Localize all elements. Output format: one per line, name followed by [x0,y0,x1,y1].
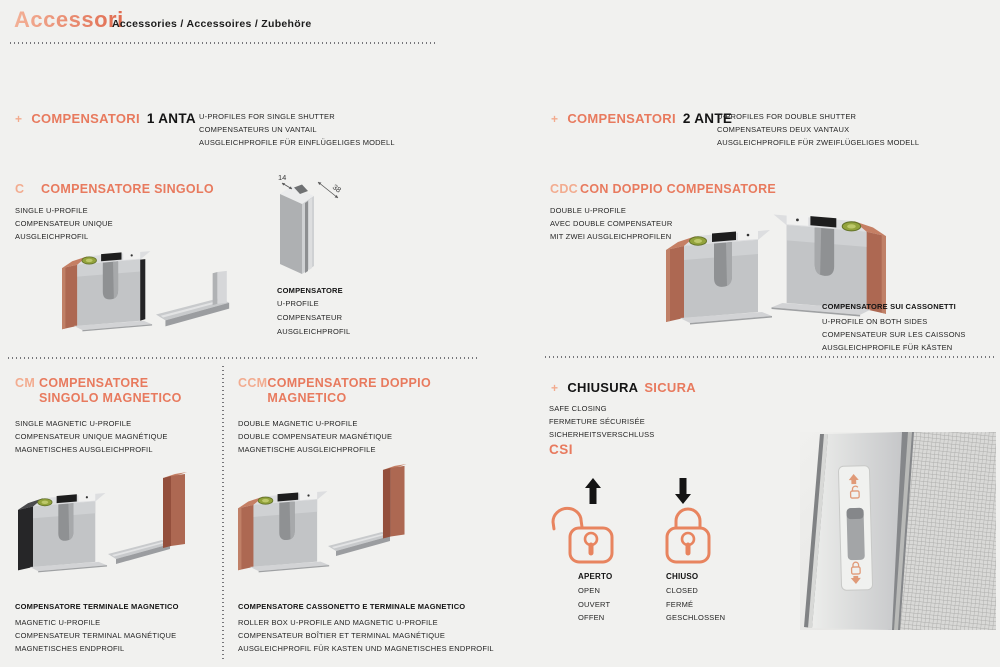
product-code-ccm: CCM [238,376,268,390]
plus-icon: + [15,112,23,126]
product-ccm-caption: COMPENSATORE CASSONETTO E TERMINALE MAGNETICO ROLLER BOX U-PROFILE AND MAGNETIC U-PROFILE COMPENSATEUR BOÎTIER ET TERMINAL MAGNÉTIQUE AUSGLEICHPROFIL FÜR KASTEN UND MAGNETISCHES ENDPROFIL [238,602,494,653]
arrow-down-icon [674,478,692,504]
recessed-handle [838,466,872,591]
chiusura-desc: SAFE CLOSING FERMETURE SÉCURISÉE SICHERHEITSVERSCHLUSS [549,404,655,439]
chiusura-heading: + CHIUSURA SICURA [551,380,696,395]
header-divider [10,42,438,44]
product-code-c: C [15,182,25,196]
aperto-labels: APERTO OPEN OUVERT OFFEN [578,572,613,622]
group-1-anta-translations: U-PROFILES FOR SINGLE SHUTTER COMPENSATEURS UN VANTAIL AUSGLEICHPROFILE FÜR EINFLÜGELIGES MODELL [199,112,395,147]
product-code-cm: CM [15,376,36,390]
render-compensatore-doppio-magnetico [230,458,445,580]
group-heading-1-anta: + COMPENSATORI 1 ANTA [15,111,196,126]
cm-ccm-divider [222,366,224,660]
dim-38: 38 [330,182,343,195]
product-cm-desc: SINGLE MAGNETIC U-PROFILE COMPENSATEUR UNIQUE MAGNÉTIQUE MAGNETISCHES AUSGLEICHPROFIL [15,419,168,454]
group-2-ante-translations: U-PROFILES FOR DOUBLE SHUTTER COMPENSATEURS DEUX VANTAUX AUSGLEICHPROFILE FÜR ZWEIFLÜGELIGES MODELL [717,112,920,147]
product-cdc-desc: DOUBLE U-PROFILE AVEC DOUBLE COMPENSATEUR MIT ZWEI AUSGLEICHPROFILEN [550,206,673,241]
render-compensatore-singolo-magnetico [12,462,212,580]
chiusura-code: CSI [549,442,574,457]
product-heading-ccm: CCM COMPENSATORE DOPPIO MAGNETICO [238,376,431,405]
left-section-divider [8,357,480,359]
product-code-cdc: CDC [550,182,578,196]
product-cdc-caption: COMPENSATORE SUI CASSONETTI U-PROFILE ON BOTH SIDES COMPENSATEUR SUR LES CAISSONS AUSGLEICHPROFILE FÜR KÄSTEN [822,302,966,352]
product-cm-caption: COMPENSATORE TERMINALE MAGNETICO MAGNETIC U-PROFILE COMPENSATEUR TERMINAL MAGNÉTIQUE MAGNETISCHES ENDPROFIL [15,602,179,653]
chiuso-labels: CHIUSO CLOSED FERMÉ GESCHLOSSEN [666,572,726,622]
product-heading-cdc: CDC CON DOPPIO COMPENSATORE [550,182,777,196]
render-compensatore-singolo [52,232,247,334]
product-ccm-desc: DOUBLE MAGNETIC U-PROFILE DOUBLE COMPENSATEUR MAGNÉTIQUE MAGNETISCHE AUSGLEICHPROFILE [238,419,393,454]
arrow-up-icon [584,478,602,504]
product-heading-cm: CM COMPENSATORE SINGOLO MAGNETICO [15,376,182,405]
plus-icon: + [551,381,559,395]
product-c-desc: SINGLE U-PROFILE COMPENSATEUR UNIQUE AUSGLEICHPROFIL [15,206,113,241]
plus-icon: + [551,112,559,126]
right-section-divider [545,356,997,358]
group-heading-2-ante: + COMPENSATORI 2 ANTE [551,111,733,126]
page-title: Accessori [14,7,124,32]
dim-14: 14 [278,173,287,182]
product-heading-c: C COMPENSATORE SINGOLO [15,182,214,196]
handle-detail-photo [800,432,996,630]
closed-lock-icon [660,506,716,566]
open-lock-icon [548,506,618,566]
product-c-caption: COMPENSATORE U-PROFILE COMPENSATEUR AUSGLEICHPROFIL [277,286,351,336]
page-subtitle: Accessories / Accessoires / Zubehöre [112,18,312,30]
u-profile-technical-drawing [272,170,354,282]
